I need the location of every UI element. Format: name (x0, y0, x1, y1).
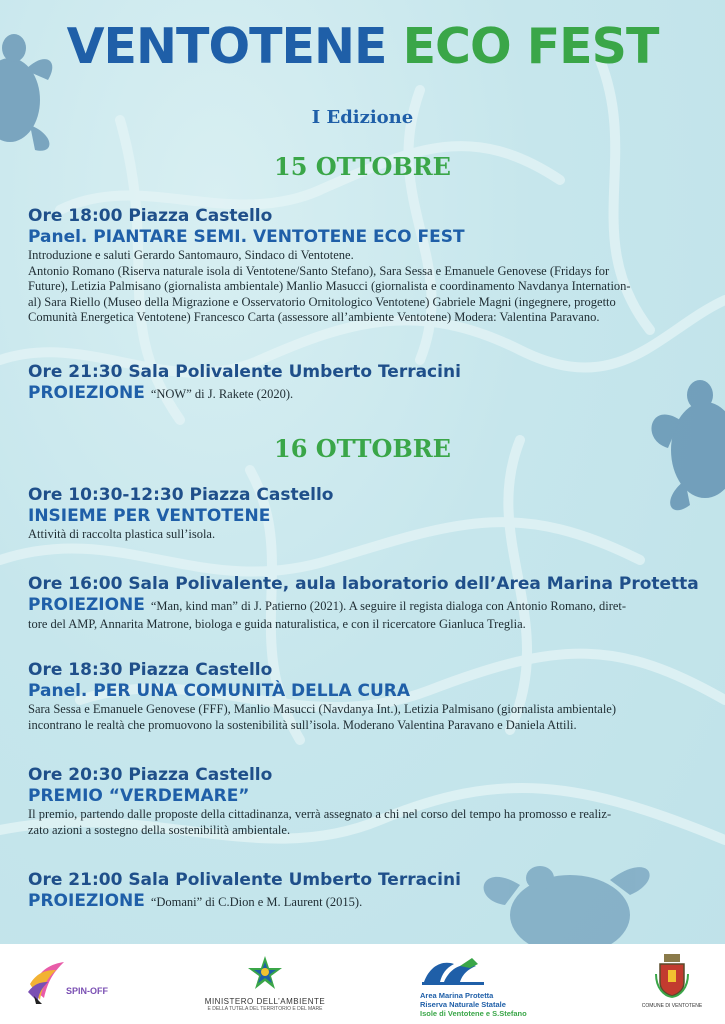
description-line: Antonio Romano (Riserva naturale isola di Ventotene/Santo Stefano), Sara Sessa e Emanuele Genovese (Fridays for (28, 263, 610, 278)
event-time: Ore 21:30 Sala Polivalente Umberto Terracini (28, 362, 461, 382)
footer-logos (0, 944, 725, 1024)
event-title: PROIEZIONE (28, 595, 145, 615)
description-line: al) Sara Riello (Museo della Migrazione e Osservatorio Ornitologico Ventotene) Gabriele Magni (ingegnere, progetto (28, 294, 616, 309)
event-time: Ore 20:30 Piazza Castello (28, 765, 273, 785)
description-line: Sara Sessa e Emanuele Genovese (FFF), Manlio Masucci (Navdanya Int.), Letizia Palmisano (giornalista ambientale) (28, 702, 617, 716)
amp-text-line1: Area Marina Protetta (420, 991, 494, 1000)
wave-bird-icon (420, 954, 490, 986)
amp-text-line2: Riserva Naturale Statale (420, 1000, 506, 1009)
description-line: Comunità Energetica Ventotene) Francesco Carta (assessore all’ambiente Ventotene) Modera: Valentina Paravano. (28, 310, 600, 325)
event-title: PREMIO “VERDEMARE” (28, 786, 250, 806)
edition-label: I Edizione (311, 107, 414, 128)
event-title-line (28, 382, 700, 405)
title-ventotene: VENTOTENE (66, 18, 387, 75)
coat-of-arms-icon (654, 954, 690, 998)
event-time: Ore 21:00 Sala Polivalente Umberto Terracini (28, 870, 461, 890)
description-line: incontrano le realtà che promuovono la sostenibilità sull’isola. Moderano Valentina Paravano e Daniela Attili. (28, 717, 577, 732)
event-description (28, 807, 700, 838)
comune-text: COMUNE DI VENTOTENE (641, 1003, 703, 1009)
event-title: INSIEME PER VENTOTENE (28, 506, 271, 526)
event-block (28, 870, 700, 913)
ribbon-icon (26, 958, 66, 1004)
event-title-line (28, 890, 700, 913)
area-marina-protetta-logo (420, 954, 570, 1020)
event-title-note: “Domani” di C.Dion e M. Laurent (2015). (150, 895, 363, 909)
star-leaf-icon (245, 954, 285, 992)
event-description (28, 617, 700, 633)
spin-off-text: SPIN-OFF (66, 986, 108, 996)
ministero-ambiente-logo (200, 954, 330, 1020)
event-title: Panel. PIANTARE SEMI. VENTOTENE ECO FEST (28, 227, 465, 247)
event-time: Ore 10:30-12:30 Piazza Castello (28, 485, 334, 505)
event-title: Panel. PER UNA COMUNITÀ DELLA CURA (28, 681, 411, 701)
description-line: tore del AMP, Annarita Matrone, biologa e guida naturalistica, e con il ricercatore Gianluca Treglia. (28, 617, 526, 631)
event-block (28, 660, 700, 733)
ministero-text-line2: E DELLA TUTELA DEL TERRITORIO E DEL MARE (207, 1006, 323, 1012)
event-block (28, 574, 700, 633)
event-time: Ore 18:30 Piazza Castello (28, 660, 273, 680)
event-block (28, 362, 700, 405)
event-block (28, 485, 700, 543)
description-line: Future), Letizia Palmisano (giornalista ambientale) Manlio Masucci (giornalista e coordinamento Navdanya Internation- (28, 279, 631, 294)
title-eco-fest: ECO FEST (402, 18, 659, 75)
comune-ventotene-logo (640, 954, 704, 1020)
description-line: Introduzione e saluti Gerardo Santomauro, Sindaco di Ventotene. (28, 248, 354, 262)
description-line: zato azioni a sostegno della sostenibilità ambientale. (28, 822, 291, 837)
event-title: PROIEZIONE (28, 891, 145, 911)
amp-text-line3: Isole di Ventotene e S.Stefano (420, 1009, 527, 1018)
event-block (28, 206, 700, 326)
event-title-line (28, 594, 700, 617)
event-title-note: “NOW” di J. Rakete (2020). (150, 387, 294, 401)
event-title: PROIEZIONE (28, 383, 145, 403)
event-description (28, 702, 700, 733)
event-time: Ore 18:00 Piazza Castello (28, 206, 273, 226)
event-title-note: “Man, kind man” di J. Patierno (2021). A seguire il regista dialoga con Antonio Romano, diret- (150, 599, 627, 613)
event-description (28, 527, 700, 543)
description-line: Attività di raccolta plastica sull’isola. (28, 527, 216, 541)
event-block (28, 765, 700, 838)
event-time: Ore 16:00 Sala Polivalente, aula laboratorio dell’Area Marina Protetta (28, 574, 699, 594)
spin-off-logo (26, 958, 116, 1008)
page-title (0, 18, 725, 75)
event-description (28, 248, 700, 326)
ministero-text-line1: MINISTERO DELL’AMBIENTE (204, 997, 326, 1006)
day-heading: 16 OTTOBRE (274, 434, 451, 463)
description-line: Il premio, partendo dalle proposte della cittadinanza, verrà assegnato a chi nel corso del tempo ha promosso e realiz- (28, 807, 612, 821)
day-heading: 15 OTTOBRE (274, 152, 451, 181)
